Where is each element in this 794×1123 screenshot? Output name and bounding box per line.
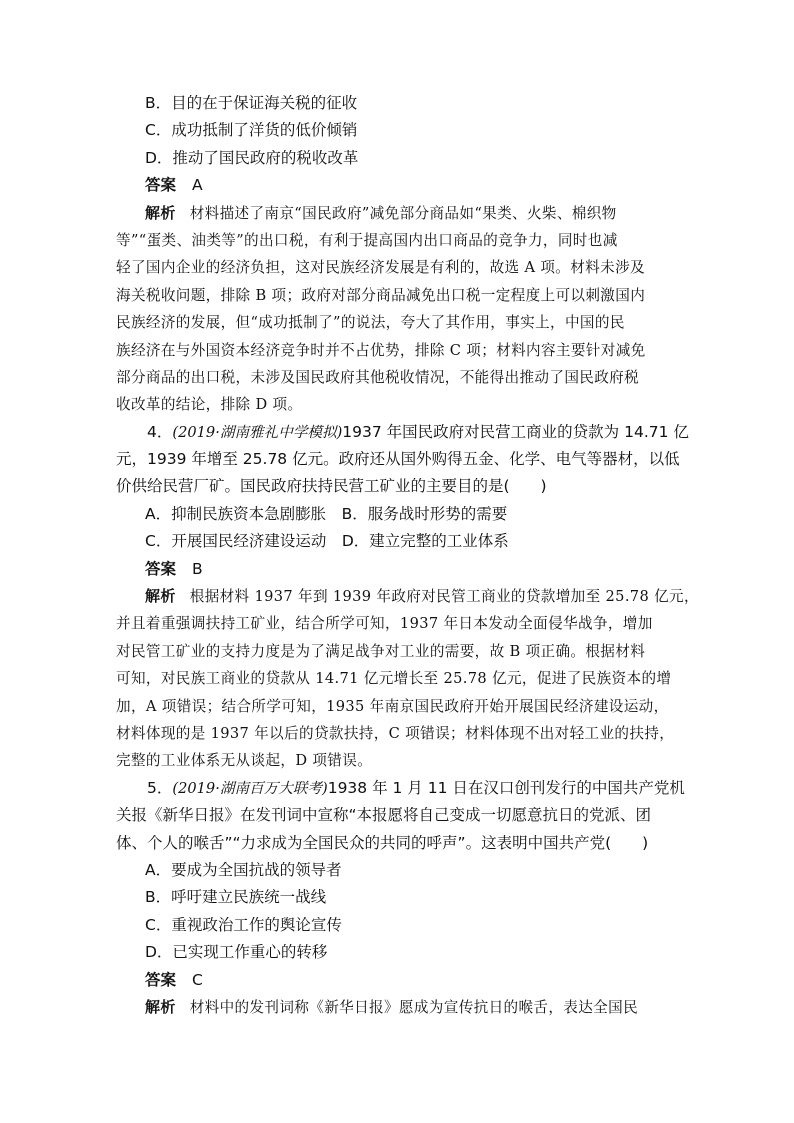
explanation-line — [116, 583, 699, 610]
options-row: C．开展国民经济建设运动 D．建立完整的工业体系 — [145, 532, 509, 551]
explanation-line: 民族经济的发展，但“成功抵制了”的说法，夸大了其作用，事实上，中国的民 — [116, 314, 625, 332]
explanation-text: 材料中的发刊词称《新华日报》愿成为宣传抗日的喉舌，表达全国民 — [189, 998, 639, 1016]
question-source: (2019·湖南雅礼中学模拟) — [172, 423, 343, 441]
stem-line: 关报《新华日报》在发刊词中宣称“本报愿将自己变成一切愿意抗日的党派、团 — [116, 806, 652, 825]
explanation-line — [116, 994, 682, 1021]
options-row: A．抑制民族资本急剧膨胀 B．服务战时形势的需要 — [145, 504, 508, 523]
explanation-line: 海关税收问题，排除 B 项；政府对部分商品减免出口税一定程度上可以刺激国内 — [116, 286, 646, 304]
question-5-stem — [116, 775, 685, 802]
answer-value: C — [192, 970, 203, 989]
answer-label: 答案 — [145, 176, 177, 195]
option-c: C．成功抵制了洋货的低价倾销 — [145, 121, 358, 140]
explanation-label: 解析 — [145, 587, 176, 606]
explanation-line: 部分商品的出口税，未涉及国民政府其他税收情况，不能得出推动了国民政府税 — [116, 368, 640, 386]
question-4-stem — [116, 419, 689, 446]
explanation-line: 轻了国内企业的经济负担，这对民族经济发展是有利的，故选 A 项。材料未涉及 — [116, 259, 645, 277]
stem-text: 1938 年 1 月 11 日在汉口创刊发行的中国共产党机 — [327, 778, 685, 797]
explanation-label: 解析 — [145, 997, 176, 1016]
page-content — [116, 90, 699, 1021]
answer-value: A — [192, 176, 203, 195]
answer-line — [116, 172, 682, 199]
explanation-line: 对民管工矿业的支持力度是为了满足战争对工业的需要，故 B 项正确。根据材料 — [116, 642, 646, 660]
explanation-line: 收改革的结论，排除 D 项。 — [116, 396, 303, 414]
stem-text: 1937 年国民政府对民营工商业的贷款为 14.71 亿 — [342, 422, 689, 441]
explanation-line: 完整的工业体系无从谈起，D 项错误。 — [116, 752, 373, 770]
explanation-line: 可知，对民族工商业的贷款从 14.71 亿元增长至 25.78 亿元，促进了民族资本的增 — [116, 670, 672, 688]
question-number: 5． — [147, 778, 173, 797]
option-d: D．推动了国民政府的税收改革 — [145, 148, 359, 167]
answer-line — [116, 967, 682, 994]
explanation-text: 材料描述了南京“国民政府”减免部分商品如“果类、火柴、棉织物 — [189, 204, 617, 222]
explanation-line: 加，A 项错误；结合所学可知，1935 年南京国民政府开始开展国民经济建设运动， — [116, 697, 669, 715]
option-c: C．重视政治工作的舆论宣传 — [145, 915, 342, 934]
option-d: D．已实现工作重心的转移 — [145, 943, 328, 962]
explanation-label: 解析 — [145, 203, 176, 222]
option-a: A．要成为全国抗战的领导者 — [145, 860, 342, 879]
explanation-line: 等”“蛋类、油类等”的出口税，有利于提高国内出口商品的竞争力，同时也减 — [116, 231, 618, 249]
explanation-line: 材料体现的是 1937 年以后的贷款扶持，C 项错误；材料体现不出对轻工业的扶持， — [116, 724, 675, 742]
question-number: 4． — [147, 422, 173, 441]
option-b: B．目的在于保证海关税的征收 — [145, 94, 358, 112]
explanation-line: 并且着重强调扶持工矿业，结合所学可知，1937 年日本发动全面侵华战争，增加 — [116, 615, 653, 633]
answer-label: 答案 — [145, 970, 177, 989]
answer-label: 答案 — [145, 559, 177, 578]
answer-value: B — [192, 559, 203, 578]
explanation-text: 根据材料 1937 年到 1939 年政府对民管工商业的贷款增加至 25.78 亿元， — [189, 588, 699, 606]
answer-line — [116, 556, 682, 583]
stem-line: 体、个人的喉舌”“力求成为全国民众的共同的呼声”。这表明中国共产党( ) — [116, 833, 649, 852]
option-b: B．呼吁建立民族统一战线 — [145, 888, 327, 907]
stem-line: 元，1939 年增至 25.78 亿元。政府还从国外购得五金、化学、电气等器材，以低 — [116, 450, 680, 469]
explanation-line: 族经济在与外国资本经济竞争时并不占优势，排除 C 项；材料内容主要针对减免 — [116, 341, 646, 359]
explanation-line — [116, 200, 682, 227]
question-source: (2019·湖南百万大联考) — [172, 779, 328, 797]
stem-line: 价供给民营厂矿。国民政府扶持民营工矿业的主要目的是( ) — [116, 477, 547, 496]
